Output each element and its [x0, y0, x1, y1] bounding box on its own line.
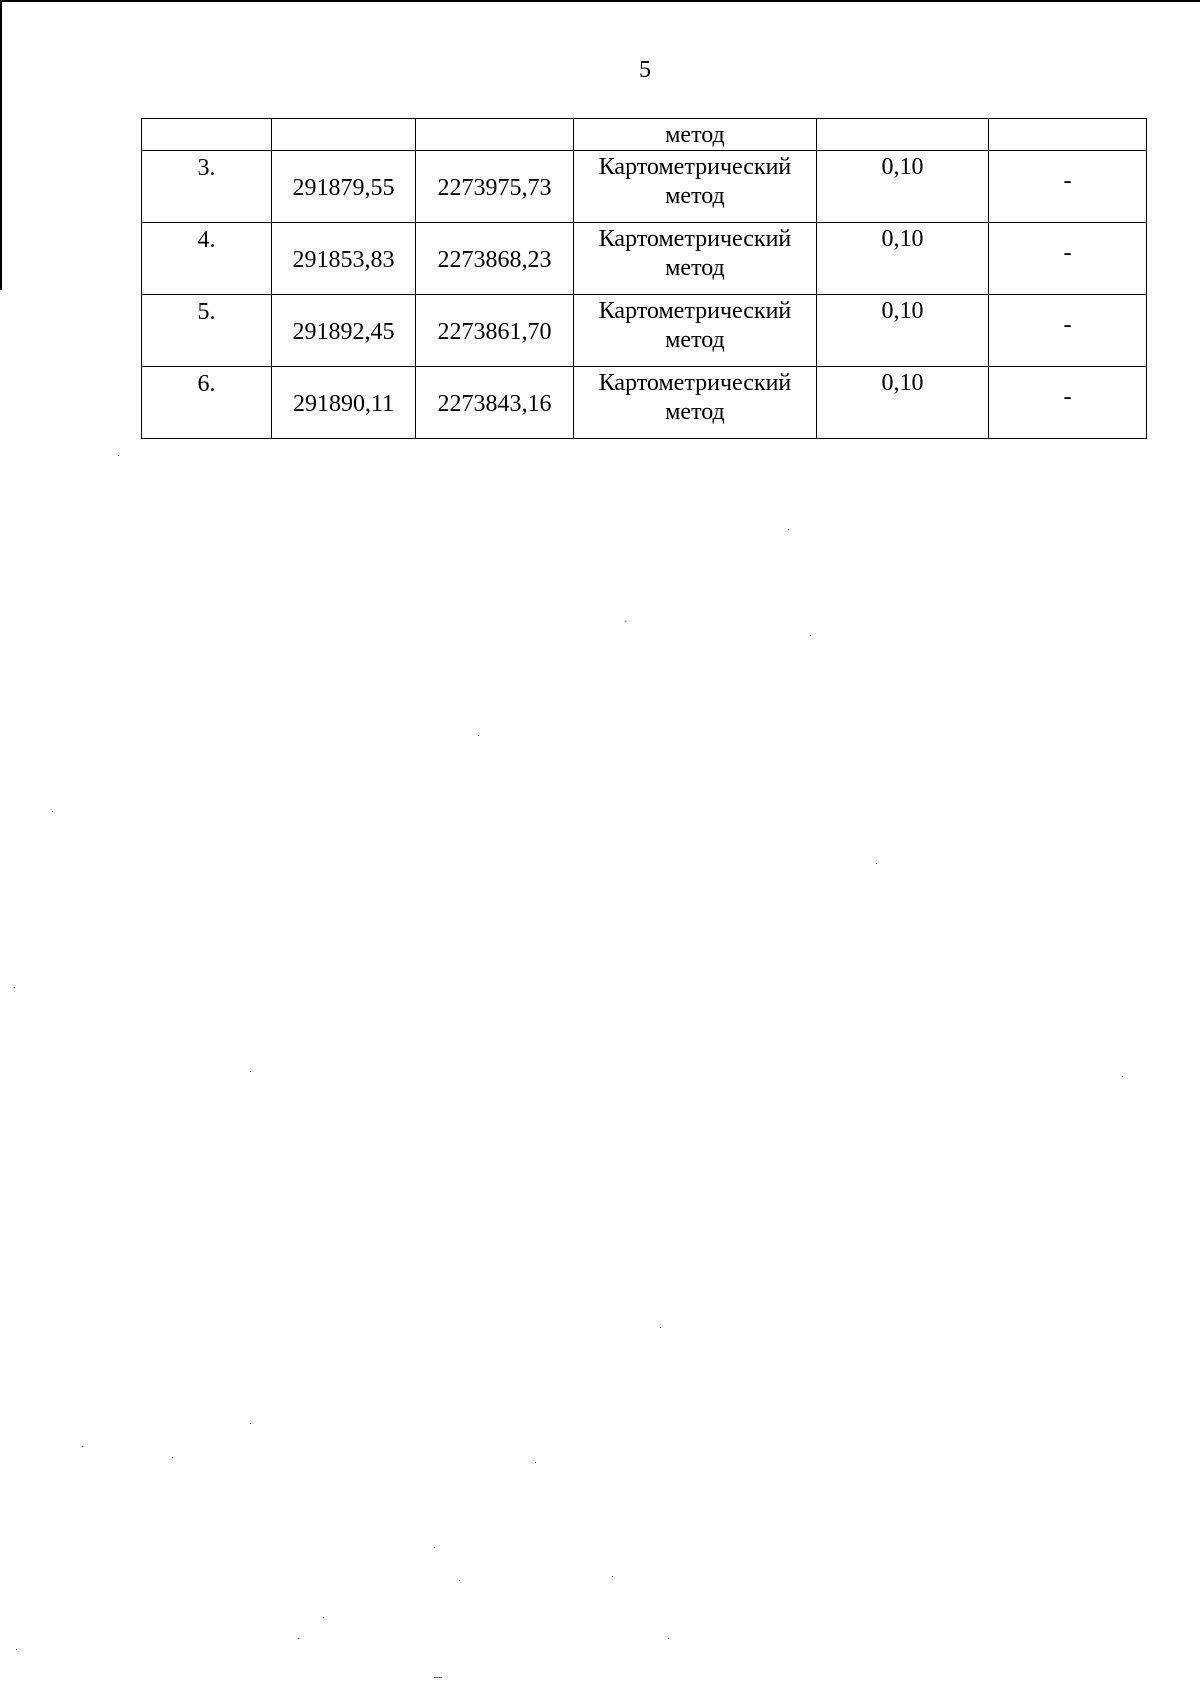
y-coordinate-cell: 2273975,73 — [416, 151, 574, 223]
method-cell — [574, 223, 817, 295]
scan-speck — [323, 1617, 324, 1618]
table-row — [142, 295, 1147, 367]
scan-speck — [52, 811, 53, 812]
note-cell — [989, 119, 1147, 151]
table-continuation-row — [142, 119, 1147, 151]
point-number-cell: 6. — [142, 367, 272, 439]
method-cell — [574, 295, 817, 367]
x-coordinate-cell: 291879,55 — [272, 151, 416, 223]
page-number: 5 — [639, 57, 651, 83]
point-number-cell: 5. — [142, 295, 272, 367]
scan-speck — [535, 1462, 536, 1463]
method-word: метод — [665, 183, 725, 209]
point-number-cell: 3. — [142, 151, 272, 223]
scan-speck — [788, 529, 789, 530]
method-word: метод — [665, 327, 725, 353]
method-name: Картометрический — [598, 226, 792, 252]
y-coordinate-cell: 2273868,23 — [416, 223, 574, 295]
accuracy-cell: 0,10 — [817, 295, 989, 367]
scan-top-edge — [0, 0, 1200, 2]
method-cell — [574, 151, 817, 223]
scan-speck — [82, 1446, 83, 1447]
scan-speck — [876, 863, 877, 864]
table-row — [142, 367, 1147, 439]
scan-speck — [459, 1580, 460, 1581]
method-cell — [574, 119, 817, 151]
method-name: Картометрический — [598, 370, 792, 396]
method-name: Картометрический — [598, 298, 792, 324]
scan-speck — [14, 987, 15, 988]
x-coordinate-cell: 291853,83 — [272, 223, 416, 295]
scan-speck — [668, 1638, 669, 1639]
scan-speck — [172, 1457, 173, 1458]
scan-speck — [1122, 1076, 1123, 1077]
scan-speck — [434, 1547, 435, 1548]
y-coordinate-cell: 2273843,16 — [416, 367, 574, 439]
note-cell: - — [989, 367, 1147, 439]
coordinates-table — [141, 118, 1147, 439]
scan-speck — [434, 1677, 442, 1678]
method-cell — [574, 367, 817, 439]
scan-speck — [250, 1423, 251, 1424]
x-coordinate-cell: 291890,11 — [272, 367, 416, 439]
accuracy-cell: 0,10 — [817, 367, 989, 439]
note-cell: - — [989, 295, 1147, 367]
scan-speck — [16, 1649, 17, 1650]
scan-speck — [298, 1638, 299, 1639]
method-word: метод — [665, 399, 725, 425]
point-number-cell — [142, 119, 272, 151]
note-cell: - — [989, 223, 1147, 295]
y-coordinate-cell — [416, 119, 574, 151]
accuracy-cell: 0,10 — [817, 223, 989, 295]
method-word: метод — [665, 122, 725, 148]
scan-speck — [250, 1071, 251, 1072]
point-number-cell: 4. — [142, 223, 272, 295]
scan-speck — [660, 1327, 661, 1328]
y-coordinate-cell: 2273861,70 — [416, 295, 574, 367]
x-coordinate-cell — [272, 119, 416, 151]
scan-speck — [625, 621, 626, 622]
table-row — [142, 151, 1147, 223]
scan-speck — [810, 635, 811, 636]
x-coordinate-cell: 291892,45 — [272, 295, 416, 367]
method-name: Картометрический — [598, 154, 792, 180]
note-cell: - — [989, 151, 1147, 223]
method-word: метод — [665, 255, 725, 281]
scan-speck — [478, 735, 479, 736]
scan-speck — [118, 455, 119, 456]
scan-left-edge — [0, 0, 2, 290]
scan-speck — [612, 1576, 613, 1577]
table-row — [142, 223, 1147, 295]
accuracy-cell: 0,10 — [817, 151, 989, 223]
accuracy-cell — [817, 119, 989, 151]
